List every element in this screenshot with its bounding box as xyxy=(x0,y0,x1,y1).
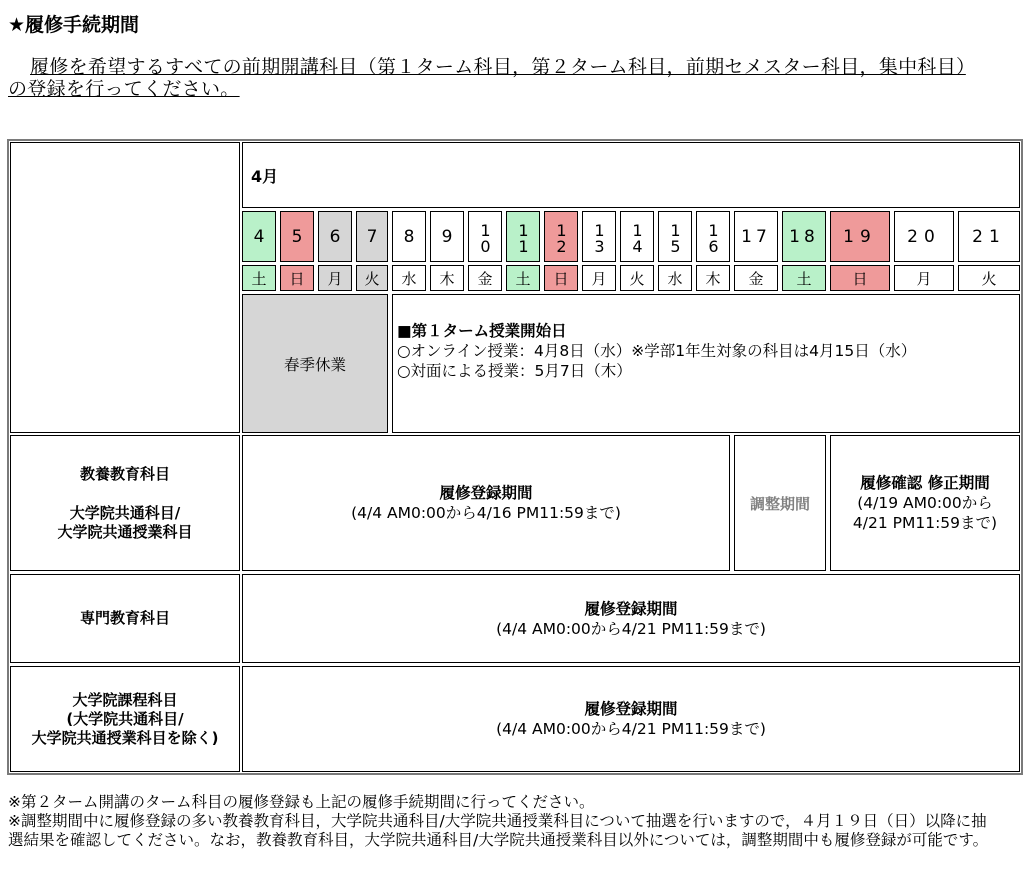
day-13 xyxy=(582,211,616,262)
weekday-7: 火 xyxy=(356,265,388,291)
day-11-label: 11 xyxy=(514,220,533,253)
row-label-line1: 教養教育科目 xyxy=(79,464,170,483)
footnote-2: ※調整期間中に履修登録の多い教養教育科目，大学院共通科目/大学院共通授業科目について抽選を行いますので，４月１９日（日）以降に抽選結果を確認してください。なお，教養教育科目，大学院共通科目/大学院共通授業科目以外については，調整期間中も履修登録が可能です。 xyxy=(8,812,989,849)
registration-period-2-range: (4/4 AM0:00から4/21 PM11:59まで) xyxy=(496,619,766,638)
adjustment-period-cell xyxy=(734,435,826,571)
weekday-8: 水 xyxy=(392,265,426,291)
weekday-18: 土 xyxy=(782,265,826,291)
confirmation-period-title: 履修確認 修正期間 xyxy=(860,474,990,492)
day-7: 7 xyxy=(356,211,388,262)
adjustment-period-label: 調整期間 xyxy=(749,494,810,513)
row-label-line3: 大学院共通授業科目 xyxy=(57,522,193,541)
footnotes xyxy=(8,793,998,850)
registration-period-2 xyxy=(242,574,1020,663)
day-14-label: 14 xyxy=(628,220,647,253)
day-18: 18 xyxy=(782,211,826,262)
weekday-20: 月 xyxy=(894,265,954,291)
weekday-5: 日 xyxy=(280,265,314,291)
day-19: 19 xyxy=(830,211,890,262)
section-heading: ★履修手続期間 xyxy=(8,14,140,36)
month-label: 4月 xyxy=(251,166,279,186)
weekday-13: 月 xyxy=(582,265,616,291)
day-12 xyxy=(544,211,578,262)
registration-period-3-title: 履修登録期間 xyxy=(584,700,678,718)
spring-break-label: 春季休業 xyxy=(283,355,346,374)
day-16 xyxy=(696,211,730,262)
term-start-inperson: ○対面による授業：5月7日（木） xyxy=(397,362,632,380)
row-label-graduate-line1: 大学院課程科目 xyxy=(72,690,178,709)
row-label-liberal-arts xyxy=(10,435,240,571)
row-label-specialized-text: 専門教育科目 xyxy=(79,609,170,627)
weekday-9: 木 xyxy=(430,265,464,291)
term-start-title: ■第１ターム授業開始日 xyxy=(397,322,567,340)
day-4: 4 xyxy=(242,211,276,262)
day-5: 5 xyxy=(280,211,314,262)
day-16-label: 16 xyxy=(704,220,723,253)
row-label-graduate-line3: 大学院共通授業科目を除く) xyxy=(31,728,219,747)
weekday-10: 金 xyxy=(468,265,502,291)
day-14 xyxy=(620,211,654,262)
confirmation-period-cell xyxy=(830,435,1020,571)
row-label-specialized xyxy=(10,574,240,663)
row-label-graduate-line2: (大学院共通科目/ xyxy=(66,709,184,728)
row-label-line2: 大学院共通科目/ xyxy=(69,503,181,522)
weekday-4: 土 xyxy=(242,265,276,291)
registration-period-range: (4/4 AM0:00から4/16 PM11:59まで) xyxy=(351,504,621,522)
confirmation-period-range2: 4/21 PM11:59まで) xyxy=(852,514,998,532)
registration-period-1 xyxy=(242,435,730,571)
term-start-cell xyxy=(392,294,1020,433)
footnote-1: ※第２ターム開講のターム科目の履修登録も上記の履修手続期間に行ってください。 xyxy=(8,793,595,811)
day-15-label: 15 xyxy=(666,220,685,253)
spring-break-cell xyxy=(242,294,388,433)
weekday-17: 金 xyxy=(734,265,778,291)
confirmation-period-range1: (4/19 AM0:00から xyxy=(857,494,993,512)
weekday-19: 日 xyxy=(830,265,890,291)
corner-cell xyxy=(10,142,240,433)
day-10-label: 10 xyxy=(476,220,495,253)
weekday-15: 水 xyxy=(658,265,692,291)
weekday-16: 木 xyxy=(696,265,730,291)
day-21: 21 xyxy=(958,211,1020,262)
row-label-graduate xyxy=(10,666,240,772)
intro-text: 履修を希望するすべての前期開講科目（第１ターム科目，第２ターム科目，前期セメスター科目，集中科目）の登録を行ってください。 xyxy=(8,56,966,100)
weekday-14: 火 xyxy=(620,265,654,291)
day-8: 8 xyxy=(392,211,426,262)
weekday-11: 土 xyxy=(506,265,540,291)
day-11 xyxy=(506,211,540,262)
day-13-label: 13 xyxy=(590,220,609,253)
day-6: 6 xyxy=(318,211,352,262)
registration-period-3-range: (4/4 AM0:00から4/21 PM11:59まで) xyxy=(496,720,766,738)
registration-period-3 xyxy=(242,666,1020,772)
weekday-6: 月 xyxy=(318,265,352,291)
day-17: 17 xyxy=(734,211,778,262)
day-20: 20 xyxy=(894,211,954,262)
registration-period-2-title: 履修登録期間 xyxy=(584,599,678,618)
weekday-21: 火 xyxy=(958,265,1020,291)
day-10 xyxy=(468,211,502,262)
day-15 xyxy=(658,211,692,262)
weekday-12: 日 xyxy=(544,265,578,291)
month-header xyxy=(242,142,1020,208)
term-start-online: ○オンライン授業：4月8日（水）※学部1年生対象の科目は4月15日（水） xyxy=(397,342,917,360)
day-9: 9 xyxy=(430,211,464,262)
registration-period-title: 履修登録期間 xyxy=(439,484,533,502)
day-12-label: 12 xyxy=(552,220,571,253)
